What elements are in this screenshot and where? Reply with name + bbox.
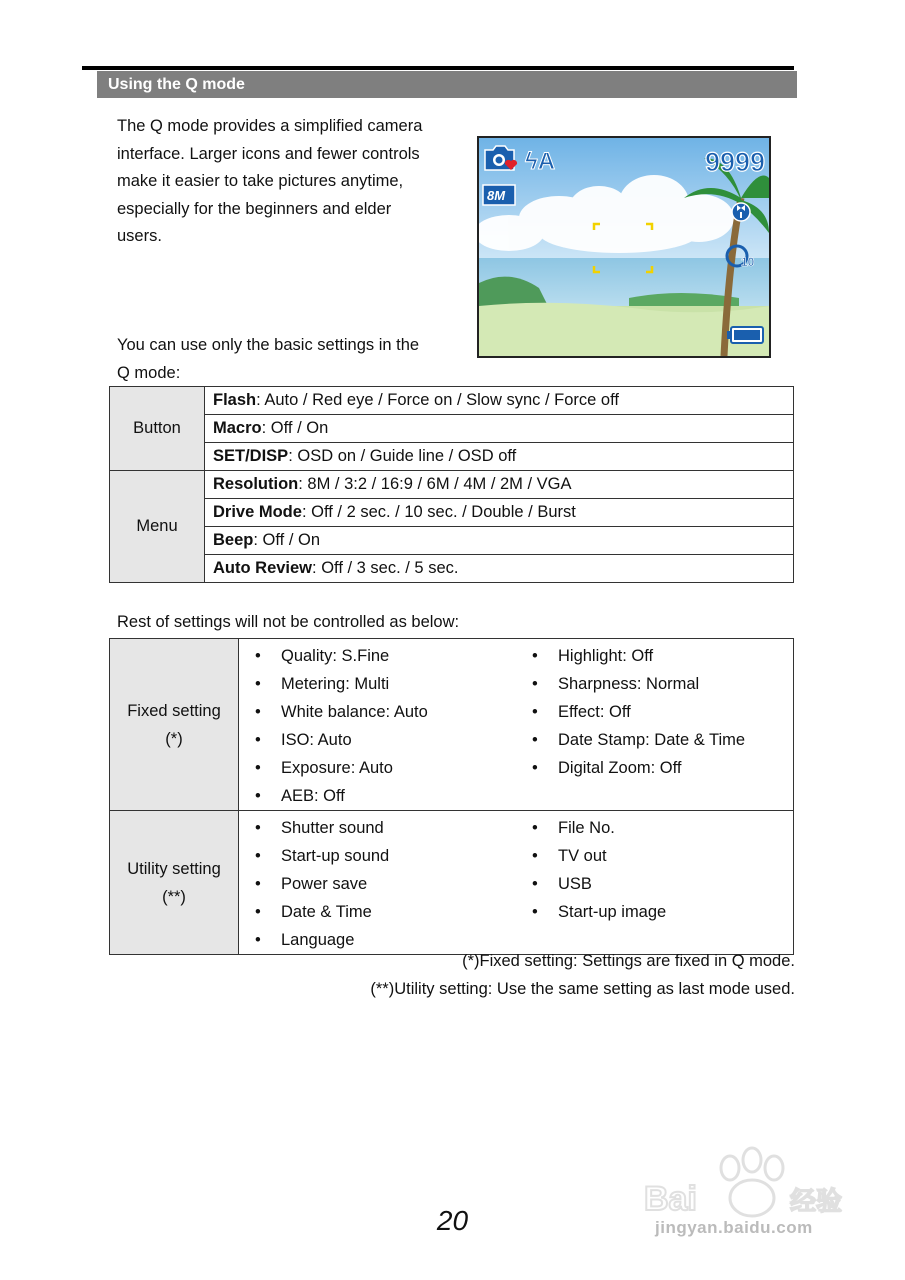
table-row [110, 639, 794, 811]
table-row [110, 811, 794, 955]
basic-settings-intro [117, 332, 452, 387]
button-group-label: Button [110, 387, 205, 471]
list-item: • USB [516, 870, 793, 898]
list-item: • Digital Zoom: Off [516, 754, 793, 782]
rest-heading: Rest of settings will not be controlled as below: [117, 613, 460, 631]
intro-paragraph [117, 113, 452, 251]
setting-cell: Macro: Off / On [205, 415, 794, 443]
table-row [110, 415, 794, 443]
settings-table [109, 638, 794, 955]
list-item: • Language [239, 926, 516, 954]
table-row [110, 499, 794, 527]
basic-settings-table [109, 386, 794, 583]
list-item: • Exposure: Auto [239, 754, 516, 782]
svg-text:Bai: Bai [644, 1180, 697, 1218]
list-item: • File No. [516, 814, 793, 842]
macro-flower-icon [732, 203, 750, 221]
intro2-line: Q mode: [117, 363, 181, 382]
svg-text:经验: 经验 [790, 1186, 843, 1216]
utility-setting-note: (**)Utility setting: Use the same setting as last mode used. [370, 980, 795, 998]
fixed-setting-label: Fixed setting (*) [110, 639, 239, 811]
section-title: Using the Q mode [97, 71, 797, 98]
intro-line: The Q mode provides a simplified camera [117, 117, 423, 135]
list-item: • Quality: S.Fine [239, 642, 516, 670]
list-item: • AEB: Off [239, 782, 516, 810]
battery-icon [727, 327, 763, 343]
list-item: • White balance: Auto [239, 698, 516, 726]
list-item: • TV out [516, 842, 793, 870]
table-row [110, 527, 794, 555]
page-number: 20 [436, 1205, 469, 1236]
utility-col-1 [239, 811, 517, 955]
setting-cell: SET/DISP: OSD on / Guide line / OSD off [205, 443, 794, 471]
intro2-line: You can use only the basic settings in the [117, 336, 420, 354]
setting-cell: Flash: Auto / Red eye / Force on / Slow sync / Force off [205, 387, 794, 415]
list-item: • Power save [239, 870, 516, 898]
top-rule [82, 66, 794, 70]
list-item: • Start-up image [516, 898, 793, 926]
table-row [110, 443, 794, 471]
watermark-text: jingyan.baidu.com [655, 1218, 813, 1237]
intro-line: make it easier to take pictures anytime, [117, 172, 404, 190]
intro-line: users. [117, 227, 162, 245]
list-item: • Shutter sound [239, 814, 516, 842]
list-item: • Effect: Off [516, 698, 793, 726]
list-item: • Start-up sound [239, 842, 516, 870]
menu-group-label: Menu [110, 471, 205, 583]
shots-remaining: 9999 [705, 147, 766, 177]
list-item: • Date Stamp: Date & Time [516, 726, 793, 754]
flash-mode-text: ϟA [525, 148, 556, 175]
list-item: • Highlight: Off [516, 642, 793, 670]
timer-value: 10 [741, 255, 755, 269]
list-item: • ISO: Auto [239, 726, 516, 754]
setting-cell: Auto Review: Off / 3 sec. / 5 sec. [205, 555, 794, 583]
list-item: • Date & Time [239, 898, 516, 926]
utility-col-2 [516, 811, 794, 955]
table-row [110, 555, 794, 583]
setting-cell: Beep: Off / On [205, 527, 794, 555]
resolution-badge: 8M [487, 188, 506, 203]
fixed-setting-note: (*)Fixed setting: Settings are fixed in Q mode. [462, 952, 795, 970]
setting-cell: Resolution: 8M / 3:2 / 16:9 / 6M / 4M / 2M / VGA [205, 471, 794, 499]
fixed-col-1 [239, 639, 517, 811]
intro-line: especially for the beginners and elder [117, 199, 392, 218]
setting-cell: Drive Mode: Off / 2 sec. / 10 sec. / Double / Burst [205, 499, 794, 527]
list-item: • Sharpness: Normal [516, 670, 793, 698]
intro-line: interface. Larger icons and fewer controls [117, 144, 420, 163]
table-row [110, 471, 794, 499]
utility-setting-label: Utility setting (**) [110, 811, 239, 955]
camera-screen-illustration [477, 136, 771, 358]
list-item: • Metering: Multi [239, 670, 516, 698]
fixed-col-2 [516, 639, 794, 811]
table-row [110, 387, 794, 415]
